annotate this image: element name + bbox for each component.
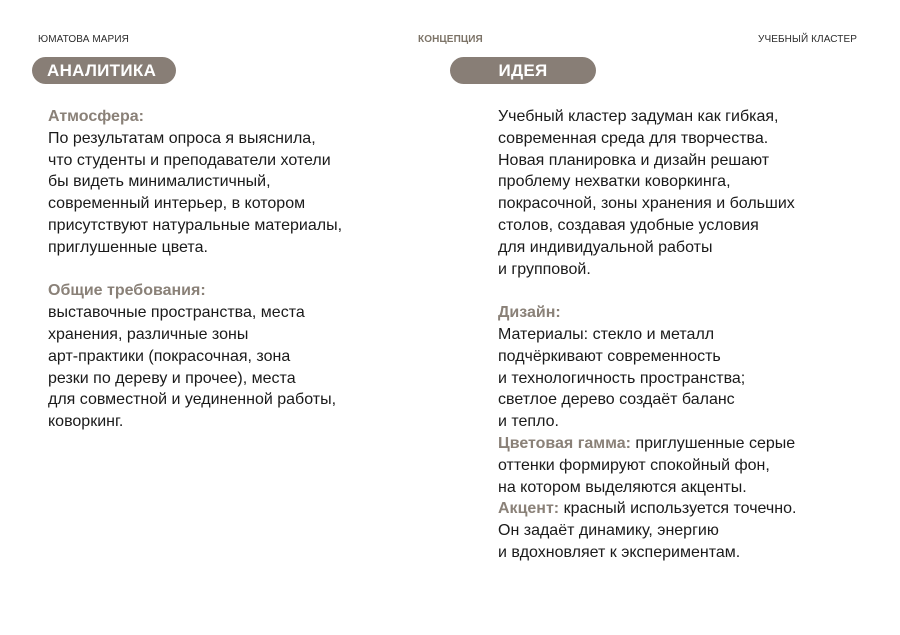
intro-line: и групповой. [498, 260, 591, 278]
design-line: и тепло. [498, 413, 559, 431]
design-line: и технологичность пространства; [498, 369, 746, 387]
color-first-line: приглушенные серые [630, 434, 796, 452]
design-line: подчёркивают современность [498, 347, 721, 365]
requirements-heading: Общие требования: [48, 282, 206, 300]
atmosphere-line: приглушенные цвета. [48, 238, 208, 256]
section-title: КОНЦЕПЦИЯ [418, 34, 483, 45]
atmosphere-heading: Атмосфера: [48, 108, 144, 125]
design-heading: Дизайн: [498, 304, 561, 322]
requirements-line: резки по дереву и прочее), места [48, 369, 296, 387]
spacer [498, 280, 868, 302]
requirements-line: арт-практики (покрасочная, зона [48, 347, 291, 365]
color-line: на котором выделяются акценты. [498, 478, 747, 496]
idea-label: ИДЕЯ [450, 57, 596, 84]
color-line: оттенки формируют спокойный фон, [498, 456, 770, 474]
analytics-label: АНАЛИТИКА [32, 57, 176, 84]
spacer [48, 259, 408, 281]
accent-heading: Акцент: [498, 500, 560, 518]
requirements-line: хранения, различные зоны [48, 325, 249, 343]
accent-line: Он задаёт динамику, энергию [498, 522, 719, 540]
author-name: ЮМАТОВА МАРИЯ [38, 34, 129, 45]
accent-first-line: красный используется точечно. [559, 500, 797, 518]
intro-line: Новая планировка и дизайн решают [498, 151, 770, 169]
atmosphere-line: современный интерьер, в котором [48, 195, 306, 213]
intro-line: столов, создавая удобные условия [498, 216, 759, 234]
intro-line: современная среда для творчества. [498, 129, 769, 147]
atmosphere-line: присутствуют натуральные материалы, [48, 216, 343, 234]
idea-column [498, 106, 868, 564]
atmosphere-line: По результатам опроса я выяснила, [48, 129, 316, 147]
requirements-line: коворкинг. [48, 413, 124, 431]
analytics-column [48, 106, 408, 433]
design-line: Материалы: стекло и металл [498, 325, 715, 343]
accent-paragraph-first-line [498, 498, 868, 520]
accent-line: и вдохновляет к экспериментам. [498, 543, 741, 561]
intro-line: для индивидуальной работы [498, 238, 713, 256]
atmosphere-line: бы видеть минималистичный, [48, 173, 271, 191]
color-paragraph-first-line [498, 433, 868, 455]
intro-line: проблему нехватки коворкинга, [498, 173, 731, 191]
design-line: светлое дерево создаёт баланс [498, 391, 735, 409]
project-title: УЧЕБНЫЙ КЛАСТЕР [758, 34, 857, 45]
color-heading: Цветовая гамма: [498, 434, 631, 452]
intro-line: Учебный кластер задуман как гибкая, [498, 108, 779, 125]
requirements-line: выставочные пространства, места [48, 304, 305, 322]
intro-line: покрасочной, зоны хранения и больших [498, 195, 795, 213]
atmosphere-line: что студенты и преподаватели хотели [48, 151, 331, 169]
requirements-line: для совместной и уединенной работы, [48, 391, 337, 409]
